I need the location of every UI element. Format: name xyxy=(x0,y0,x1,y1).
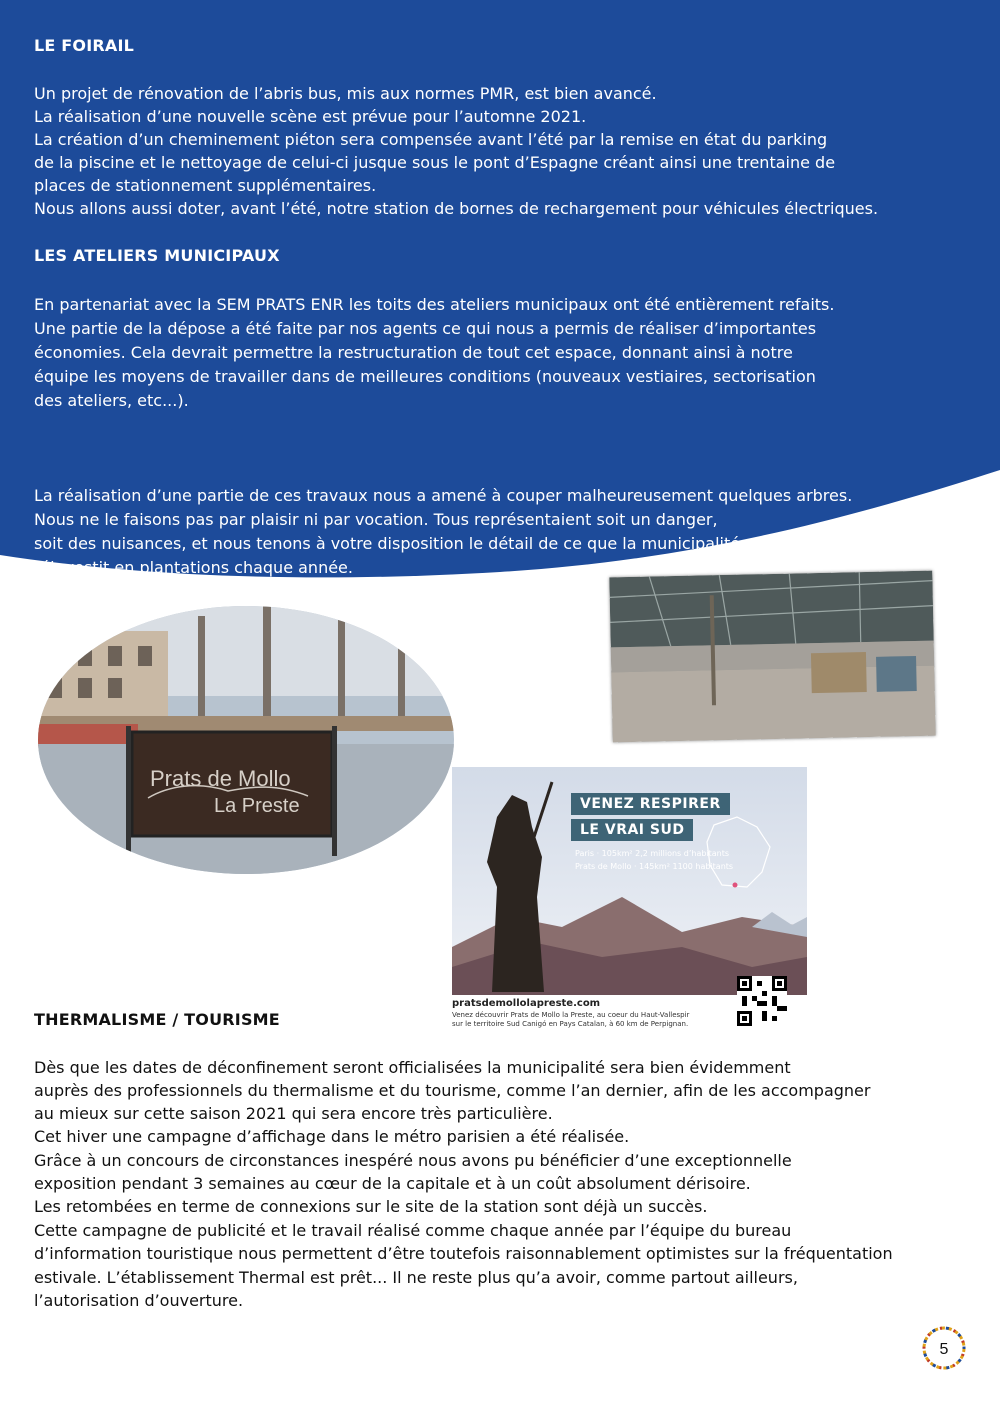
sign-photo xyxy=(38,606,454,874)
poster-caption1: Venez découvrir Prats de Mollo la Preste, au coeur du Haut-Vallespir xyxy=(452,1011,690,1019)
poster-headline1: VENEZ RESPIRER xyxy=(571,793,730,815)
foirail-line: places de stationnement supplémentaires. xyxy=(34,176,377,195)
ateliers-line: Une partie de la dépose a été faite par nos agents ce qui nous a permis de réaliser d’importantes xyxy=(34,319,817,338)
foirail-line: Nous allons aussi doter, avant l’été, notre station de bornes de rechargement pour véhicules électriques. xyxy=(34,199,879,218)
foirail-line: La création d’un cheminement piéton sera compensée avant l’été par la remise en état du parking xyxy=(34,130,828,149)
poster-url: pratsdemollolapreste.com xyxy=(452,998,601,1009)
ateliers-line: économies. Cela devrait permettre la restructuration de tout cet espace, donnant ainsi à notre xyxy=(34,343,793,362)
tourisme-line: Cet hiver une campagne d’affichage dans le métro parisien a été réalisée. xyxy=(34,1127,630,1146)
foirail-line: Un projet de rénovation de l’abris bus, mis aux normes PMR, est bien avancé. xyxy=(34,84,657,103)
ateliers-line: des ateliers, etc...). xyxy=(34,391,189,410)
tourisme-line: Cette campagne de publicité et le travail réalisé comme chaque année par l’équipe du bureau xyxy=(34,1221,792,1240)
poster-headline2: LE VRAI SUD xyxy=(571,819,693,841)
poster-stat1: Paris · 105km² 2,2 millions d’habitants xyxy=(575,849,730,858)
tourisme-line: Dès que les dates de déconfinement seront officialisées la municipalité sera bien évidemment xyxy=(34,1058,791,1077)
tourisme-line: auprès des professionnels du thermalisme et du tourisme, comme l’an dernier, afin de les accompagner xyxy=(34,1081,871,1100)
workshop-photo xyxy=(609,571,935,743)
page-number-badge xyxy=(922,1326,966,1370)
poster-caption2: sur le territoire Sud Canigó en Pays Catalan, à 60 km de Perpignan. xyxy=(452,1020,689,1028)
ateliers-heading: LES ATELIERS MUNICIPAUX xyxy=(34,246,280,265)
tourisme-line: Les retombées en terme de connexions sur le site de la station sont déjà un succès. xyxy=(34,1197,708,1216)
ateliers-line: équipe les moyens de travailler dans de meilleures conditions (nouveaux vestiaires, sectorisation xyxy=(34,367,816,386)
qr-code xyxy=(737,976,787,1026)
ateliers-line: La réalisation d’une partie de ces travaux nous a amené à couper malheureusement quelques arbres. xyxy=(34,486,853,505)
sign-line2: La Preste xyxy=(214,795,300,817)
foirail-line: de la piscine et le nettoyage de celui-ci jusque sous le pont d’Espagne créant ainsi une trentaine de xyxy=(34,153,836,172)
ateliers-line: Nous ne le faisons pas par plaisir ni par vocation. Tous représentaient soit un danger, xyxy=(34,510,718,529)
sign-line1: Prats de Mollo xyxy=(150,766,291,791)
ateliers-line: réinvestit en plantations chaque année. xyxy=(34,558,353,577)
poster-stat2: Prats de Mollo · 145km² 1100 habitants xyxy=(575,862,734,871)
tourisme-line: estivale. L’établissement Thermal est prêt... Il ne reste plus qu’a avoir, comme partout ailleurs, xyxy=(34,1268,798,1287)
page-number: 5 xyxy=(939,1341,949,1358)
foirail-line: La réalisation d’une nouvelle scène est prévue pour l’automne 2021. xyxy=(34,107,587,126)
tourism-poster xyxy=(452,767,807,1029)
tourisme-line: exposition pendant 3 semaines au cœur de la capitale et à un coût absolument dérisoire. xyxy=(34,1174,751,1193)
ateliers-line: En partenariat avec la SEM PRATS ENR les toits des ateliers municipaux ont été entièrement refaits. xyxy=(34,295,835,314)
tourisme-line: l’autorisation d’ouverture. xyxy=(34,1291,244,1310)
foirail-heading: LE FOIRAIL xyxy=(34,36,135,55)
tourisme-line: Grâce à un concours de circonstances inespéré nous avons pu bénéficier d’une exceptionnelle xyxy=(34,1151,792,1170)
tourisme-line: au mieux sur cette saison 2021 qui sera encore très particulière. xyxy=(34,1104,553,1123)
tourisme-heading: THERMALISME / TOURISME xyxy=(34,1010,280,1029)
ateliers-line: soit des nuisances, et nous tenons à votre disposition le détail de ce que la municipalité xyxy=(34,534,741,553)
tourisme-line: d’information touristique nous permettent d’être toutefois raisonnablement optimistes sur la fréquentation xyxy=(34,1244,893,1263)
